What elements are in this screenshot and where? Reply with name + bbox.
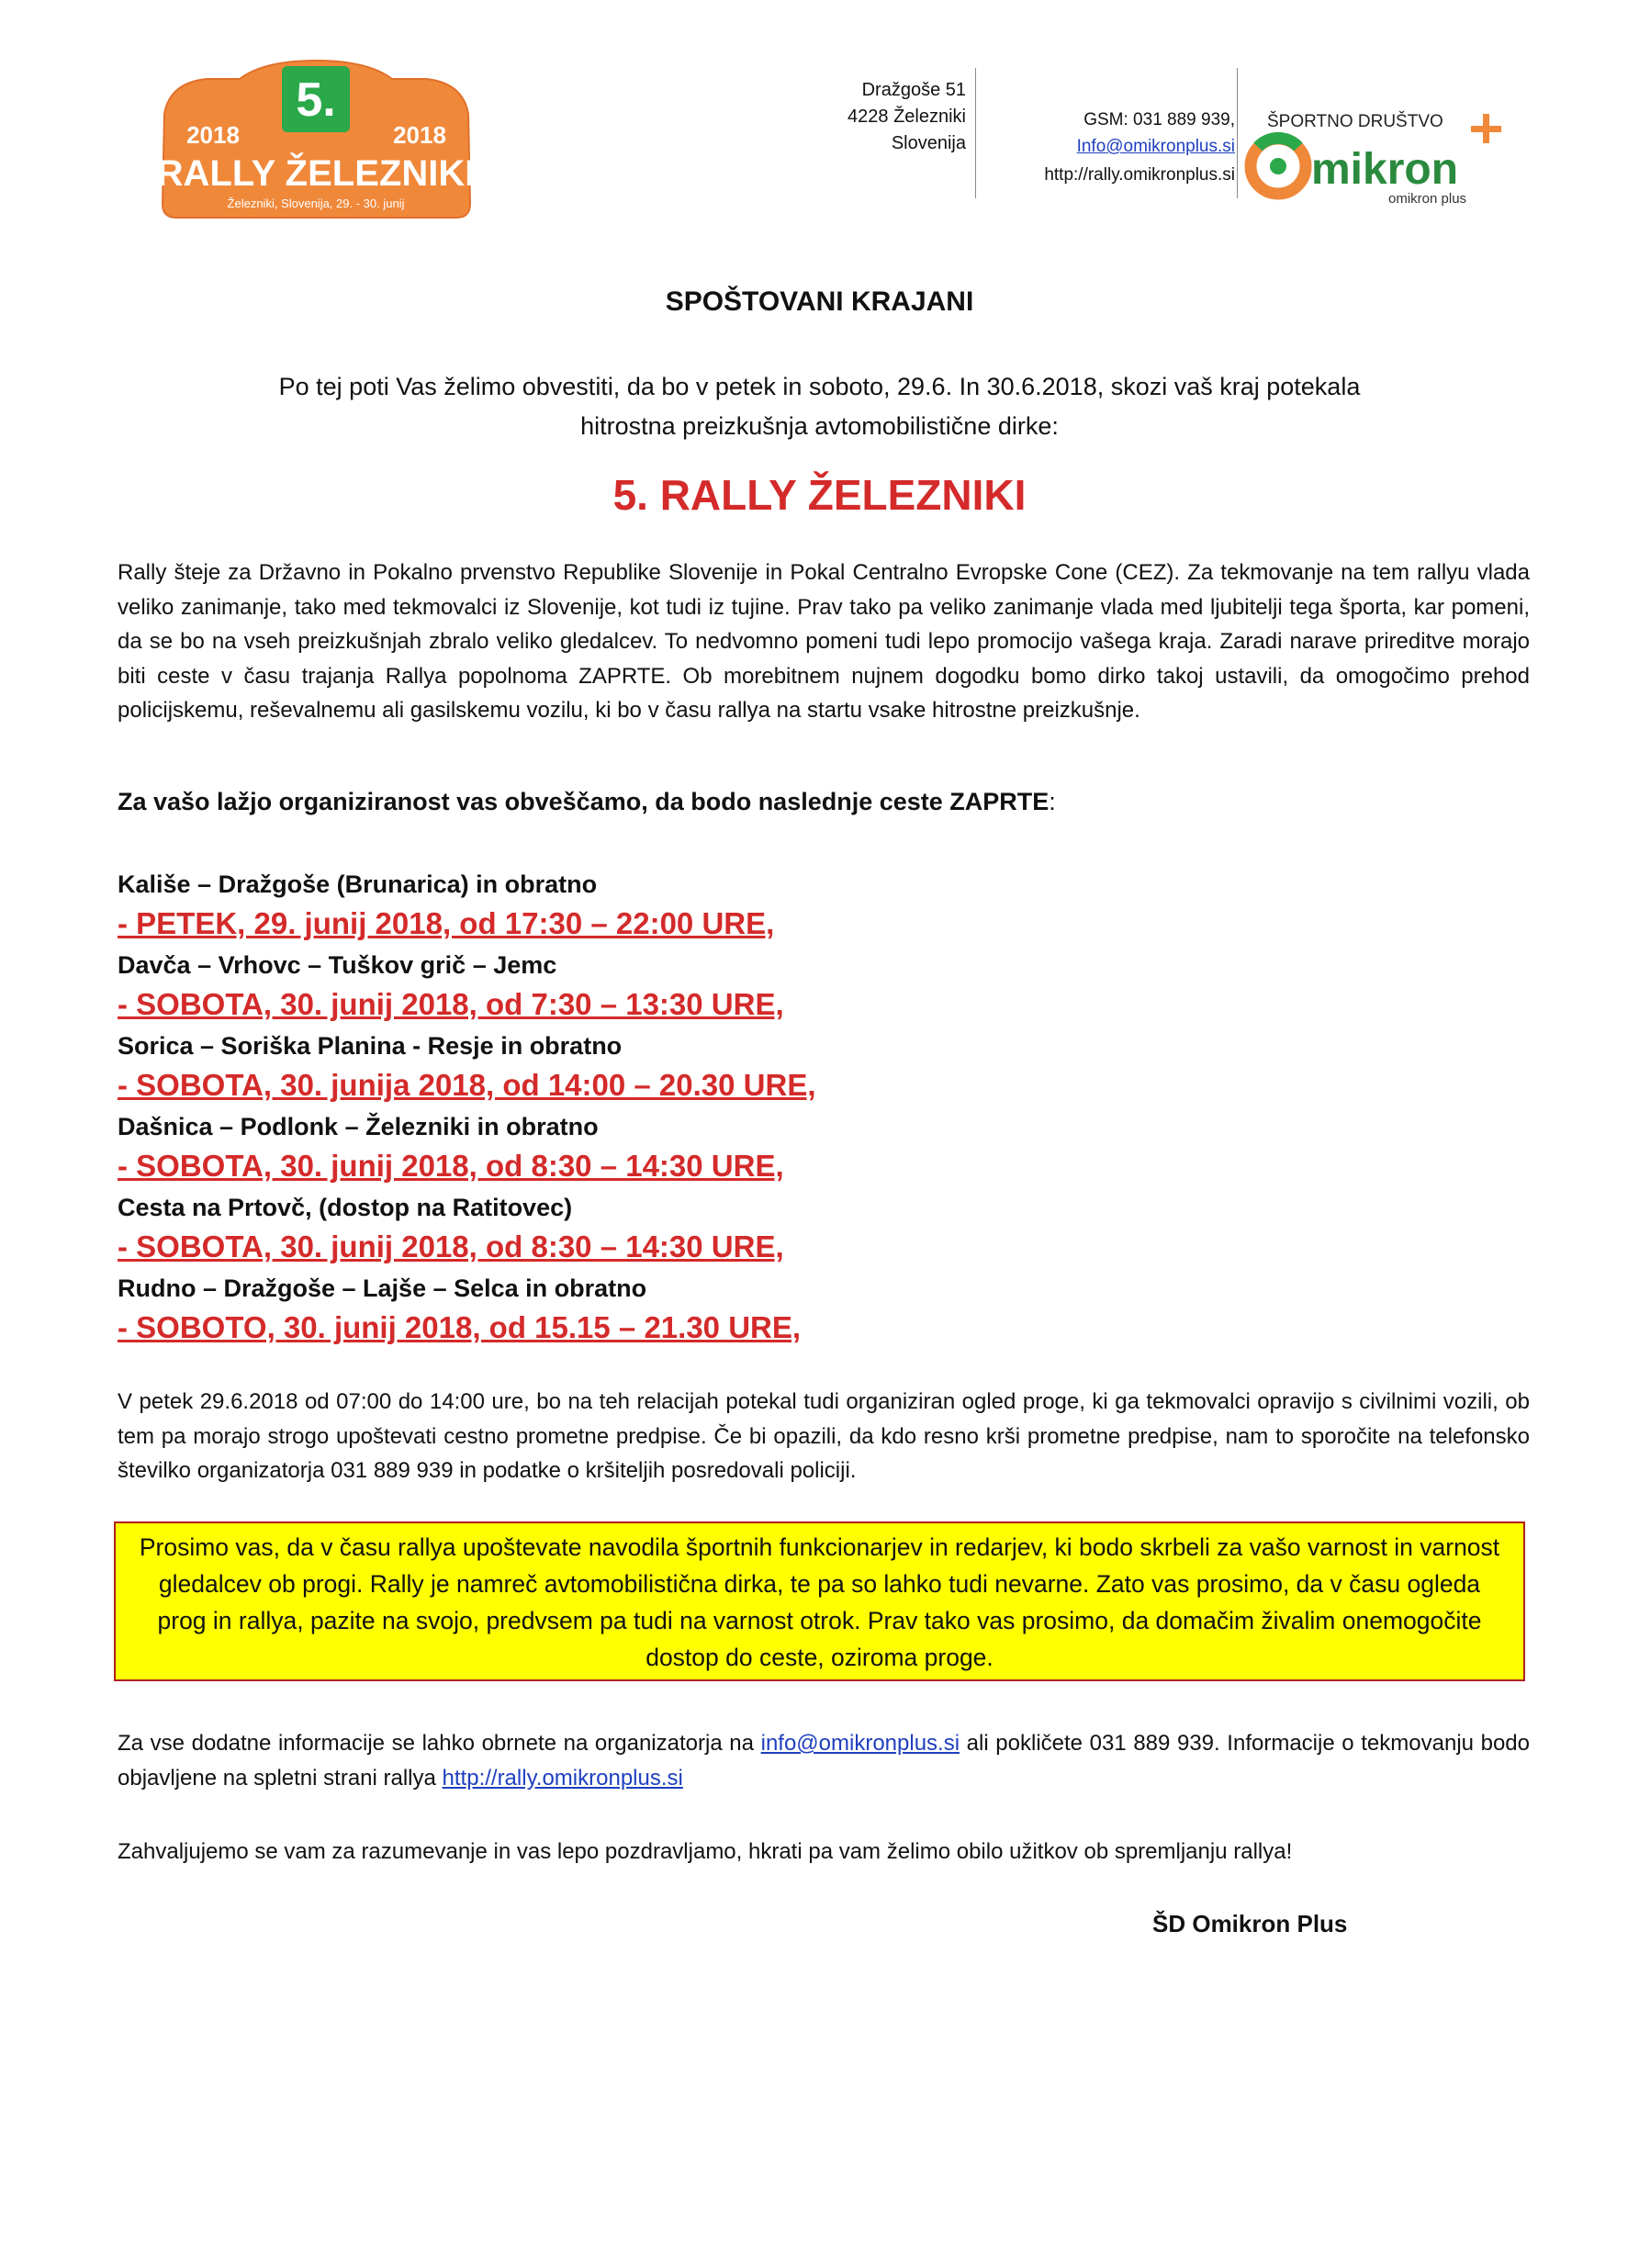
rally-logo	[153, 57, 479, 220]
header-divider	[975, 68, 976, 198]
rally-description: Rally šteje za Državno in Pokalno prvenstvo Republike Slovenije in Pokal Centralno Evropske Cone (CEZ). Za tekmovanje na tem rallyu vlada veliko zanimanje, tako med tekmovalci iz Slovenije, kot tudi iz tujine. Prav tako pa veliko zanimanje vlada med ljubitelji tega športa, kar pomeni, da se bo na vseh preizkušnjah zbralo veliko gledalcev. To nedvomno pomeni tudi lepo promocijo vašega kraja. Zaradi narave prireditve morajo biti ceste v času trajanja Rallya popolnoma ZAPRTE. Ob morebitnem nujnem dogodku bomo dirko takoj ustavili, da omogočimo prehod policijskemu, reševalnemu ali gasilskemu vozilu, ki bo v času rallya na startu vsake hitrostne preizkušnje.	[118, 560, 1530, 723]
closure-item	[118, 946, 1311, 1025]
closing-text: Zahvaljujemo se vam za razumevanje in vas lepo pozdravljamo, hkrati pa vam želimo obilo užitkov ob spremljanju rallya!	[118, 1839, 1293, 1864]
contact-text: Za vse dodatne informacije se lahko obrnete na organizatorja na	[118, 1731, 761, 1756]
closure-time: - PETEK, 29. junij 2018, od 17:30 – 22:00 URE,	[118, 906, 775, 940]
logo-year-right: 2018	[393, 121, 446, 149]
intro-line: hitrostna preizkušnja avtomobilistične dirke:	[580, 412, 1059, 440]
closure-road: Kališe – Dražgoše (Brunarica) in obratno	[118, 870, 598, 898]
closure-road: Davča – Vrhovc – Tuškov grič – Jemc	[118, 951, 557, 979]
closure-road: Rudno – Dražgoše – Lajše – Selca in obratno	[118, 1274, 647, 1302]
closure-item	[118, 865, 1311, 944]
header-divider	[1237, 68, 1238, 198]
contact-gsm: GSM: 031 889 939,	[1083, 110, 1235, 129]
email-link[interactable]: info@omikronplus.si	[760, 1731, 960, 1756]
route-inspection-text: V petek 29.6.2018 od 07:00 do 14:00 ure, bo na teh relacijah potekal tudi organiziran ogled proge, ki ga tekmovalci opravijo s civilnimi vozili, ob tem pa morajo strogo upoštevati cestno prometne predpise. Če bi opazili, da kdo resno krši prometne predpise, nam to sporočite na telefonsko številko organizatorja 031 889 939 in podatke o kršiteljih posredovali policiji.	[118, 1389, 1530, 1483]
closure-item	[118, 1188, 1311, 1267]
closure-road: Cesta na Prtovč, (dostop na Ratitovec)	[118, 1194, 573, 1221]
club-address	[780, 77, 966, 157]
address-line: 4228 Železniki	[848, 107, 966, 127]
closure-time: - SOBOTA, 30. junija 2018, od 14:00 – 20.30 URE,	[118, 1068, 816, 1102]
logo-number: 5.	[296, 73, 336, 127]
logo-subline: Železniki, Slovenija, 29. - 30. junij	[227, 196, 405, 210]
logo-rally-name: RALLY ŽELEZNIKI	[156, 153, 476, 194]
closure-item	[118, 1269, 1311, 1348]
closure-item	[118, 1107, 1311, 1186]
closure-schedule	[118, 863, 1311, 1348]
event-title: 5. RALLY ŽELEZNIKI	[612, 471, 1027, 519]
omikron-subline: omikron plus	[1388, 191, 1467, 207]
intro-line: Po tej poti Vas želimo obvestiti, da bo v petek in soboto, 29.6. In 30.6.2018, skozi vaš kraj potekala	[278, 373, 1361, 400]
closure-time: - SOBOTA, 30. junij 2018, od 7:30 – 13:30 URE,	[118, 987, 784, 1021]
address-line: Slovenija	[891, 133, 966, 153]
safety-notice: Prosimo vas, da v času rallya upoštevate navodila športnih funkcionarjev in redarjev, ki bodo skrbeli za vašo varnost in varnost gledalcev ob progi. Rally je namreč avtomobilistična dirka, te pa so lahko tudi nevarne. Zato vas prosimo, da v času ogleda prog in rallya, pazite na svojo, predvsem pa tudi na varnost otrok. Prav tako vas prosimo, da domačim živalim onemogočite dostop do ceste, oziroma proge.	[114, 1521, 1525, 1681]
intro-text	[156, 367, 1483, 446]
omikron-tagline: ŠPORTNO DRUŠTVO	[1267, 112, 1443, 131]
closures-lead-text: Za vašo lažjo organiziranost vas obveščamo, da bodo naslednje ceste ZAPRTE	[118, 788, 1050, 815]
closure-time: - SOBOTA, 30. junij 2018, od 8:30 – 14:30 URE,	[118, 1149, 784, 1183]
address-line: Dražgoše 51	[861, 80, 966, 100]
closure-road: Sorica – Soriška Planina - Resje in obratno	[118, 1032, 623, 1060]
closure-road: Dašnica – Podlonk – Železniki in obratno	[118, 1113, 599, 1140]
closure-item	[118, 1027, 1311, 1106]
contact-paragraph	[118, 1726, 1530, 1795]
omikron-logo	[1241, 107, 1508, 208]
contact-text: ali pokličete 031 889 939. Informacije o tekmovanju bodo objavljene na spletni strani rallya	[118, 1731, 1531, 1791]
closures-lead-colon: :	[1049, 788, 1056, 815]
contact-email-link[interactable]: Info@omikronplus.si	[1076, 137, 1235, 156]
closure-time: - SOBOTA, 30. junij 2018, od 8:30 – 14:30 URE,	[118, 1229, 784, 1263]
website-link[interactable]: http://rally.omikronplus.si	[442, 1765, 683, 1791]
signature: ŠD Omikron Plus	[1152, 1910, 1348, 1937]
closures-lead	[118, 788, 1056, 816]
omikron-name: mikron	[1311, 145, 1459, 194]
page-title: SPOŠTOVANI KRAJANI	[665, 286, 974, 317]
closure-time: - SOBOTO, 30. junij 2018, od 15.15 – 21.30 URE,	[118, 1310, 802, 1344]
contact-web: http://rally.omikronplus.si	[1044, 165, 1235, 185]
club-contact	[996, 107, 1235, 188]
logo-year-left: 2018	[186, 121, 240, 149]
